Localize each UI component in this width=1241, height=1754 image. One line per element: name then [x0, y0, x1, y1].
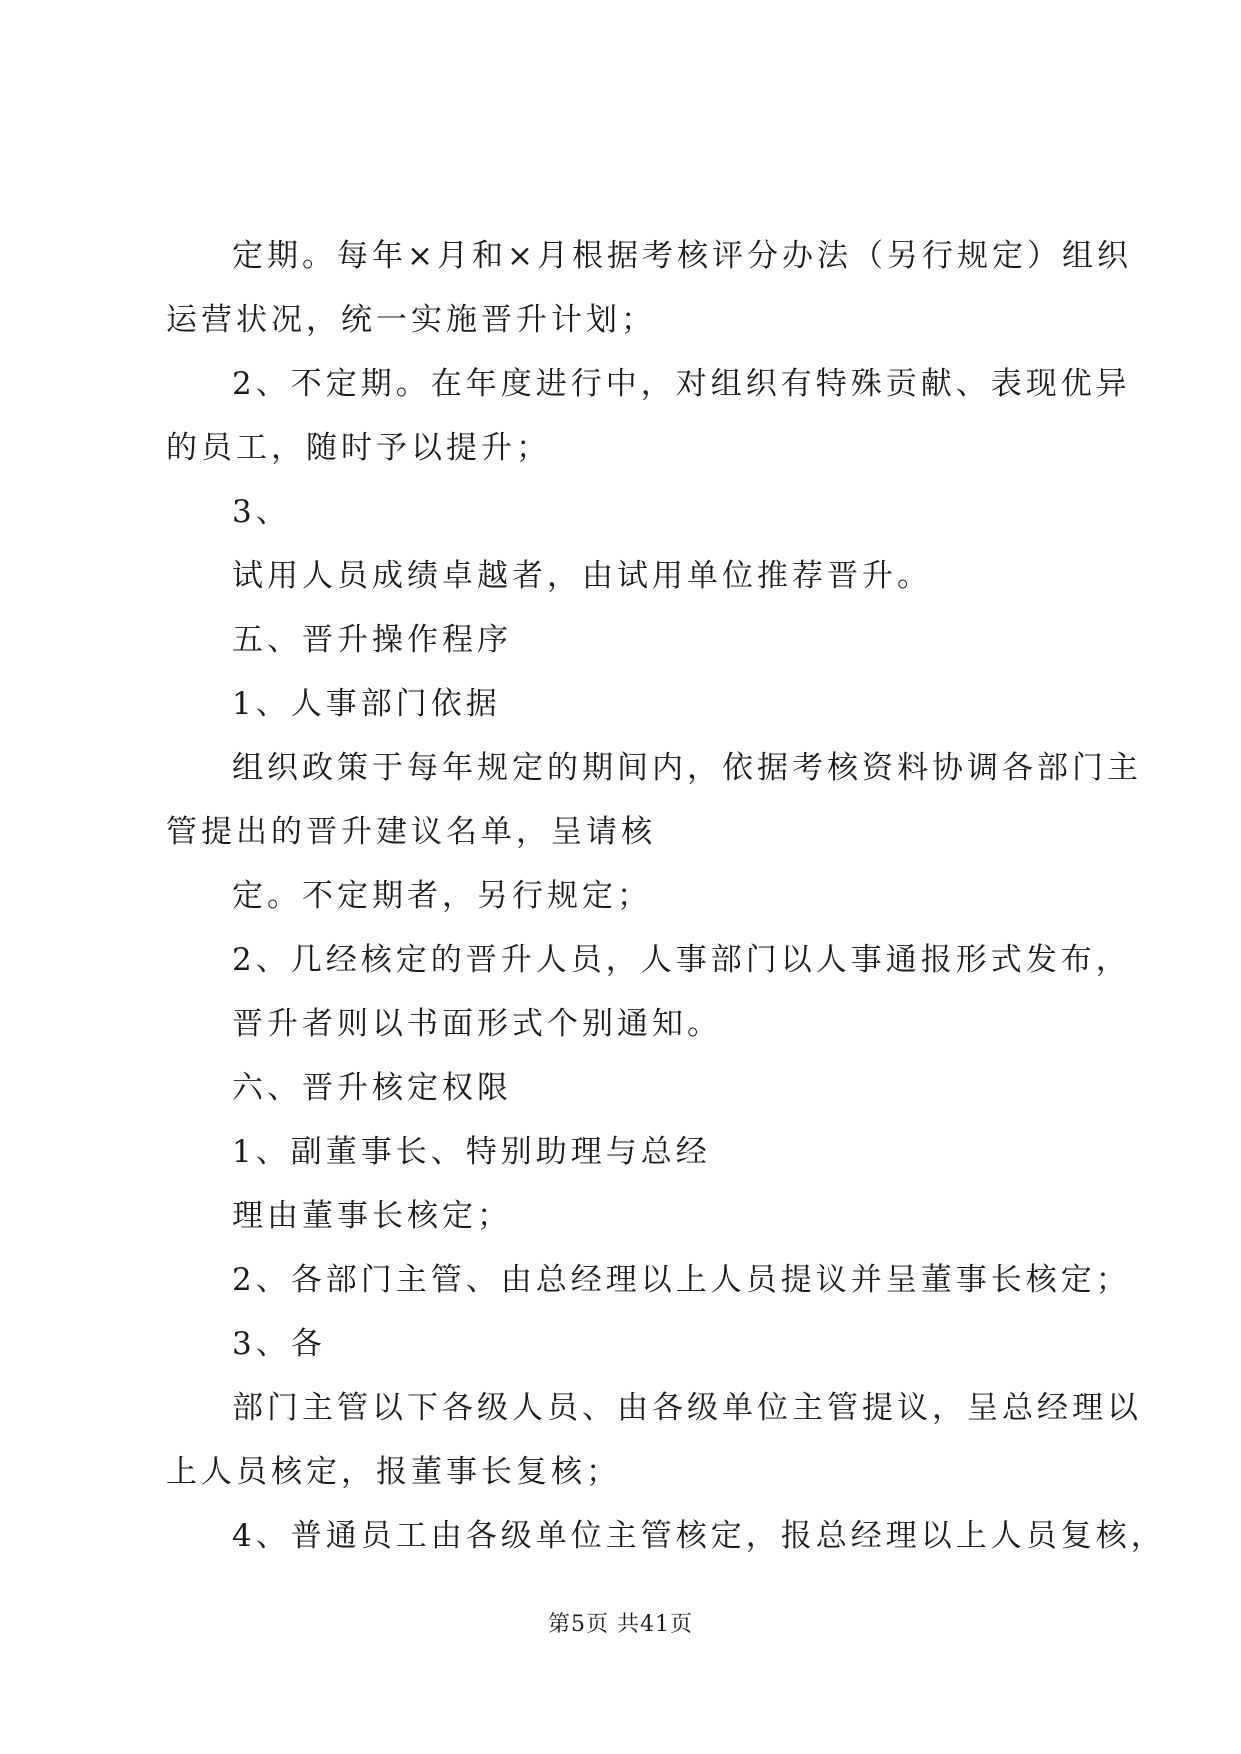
text-line: 3、	[232, 494, 291, 530]
text-line: 4、普通员工由各级单位主管核定，报总经理以上人员复核，	[232, 1518, 1166, 1554]
text-line: 组织政策于每年规定的期间内，依据考核资料协调各部门主	[232, 750, 1142, 786]
text-line: 定期。每年×月和×月根据考核评分办法（另行规定）组织	[232, 238, 1132, 274]
section-heading: 五、晋升操作程序	[232, 622, 512, 658]
text-line: 2、几经核定的晋升人员，人事部门以人事通报形式发布，	[232, 942, 1131, 978]
text-line: 的员工，随时予以提升；	[166, 430, 551, 466]
page-number-footer: 第5页 共41页	[548, 1612, 693, 1637]
text-line: 2、各部门主管、由总经理以上人员提议并呈董事长核定；	[232, 1262, 1131, 1298]
text-line: 2、不定期。在年度进行中，对组织有特殊贡献、表现优异	[232, 366, 1131, 402]
text-line: 上人员核定，报董事长复核；	[166, 1454, 621, 1490]
text-line: 部门主管以下各级人员、由各级单位主管提议，呈总经理以	[232, 1390, 1142, 1426]
text-line: 定。不定期者，另行规定；	[232, 878, 652, 914]
text-line: 管提出的晋升建议名单，呈请核	[166, 814, 656, 850]
text-line: 3、各	[232, 1326, 326, 1362]
text-line: 1、人事部门依据	[232, 686, 501, 722]
text-line: 试用人员成绩卓越者，由试用单位推荐晋升。	[232, 558, 932, 594]
text-line: 运营状况，统一实施晋升计划；	[166, 302, 656, 338]
text-line: 理由董事长核定；	[232, 1198, 512, 1234]
text-line: 晋升者则以书面形式个别通知。	[232, 1006, 722, 1042]
text-line: 1、副董事长、特别助理与总经	[232, 1134, 711, 1170]
section-heading: 六、晋升核定权限	[232, 1070, 512, 1106]
